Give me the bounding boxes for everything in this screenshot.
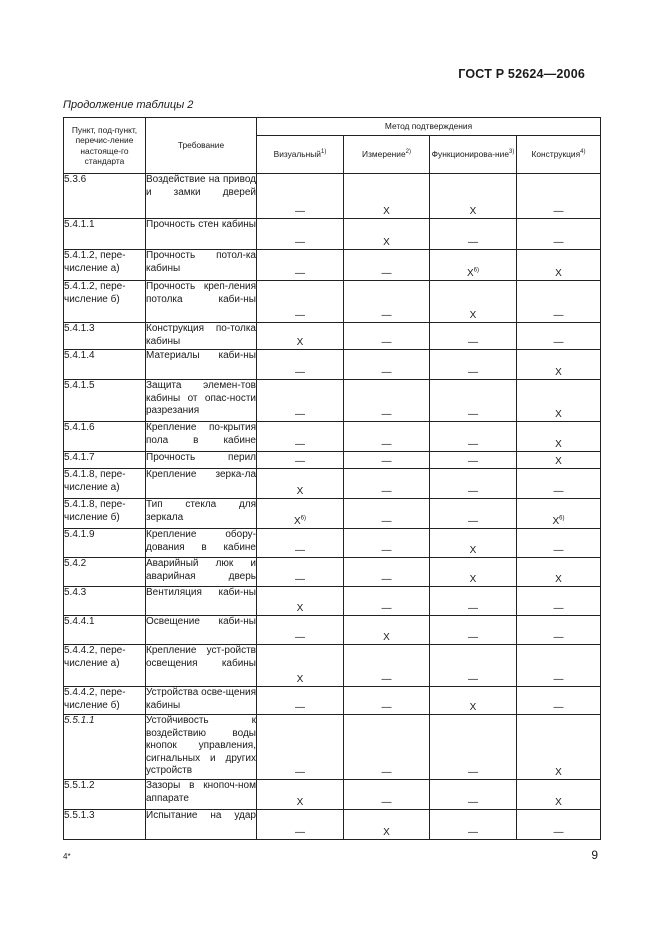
- point-cell: 5.4.1.5: [64, 380, 146, 422]
- requirement-text: Вентиляция каби-ны: [146, 587, 256, 598]
- requirement-cell: [146, 529, 257, 558]
- construction-mark: —: [553, 701, 564, 713]
- column-header-method-group: Метод подтверждения: [257, 118, 601, 136]
- construction-mark: —: [553, 544, 564, 556]
- measurement-mark: —: [381, 673, 392, 685]
- visual-mark: —: [295, 267, 305, 279]
- functioning-mark-cell: [430, 587, 517, 616]
- measurement-mark: —: [381, 602, 392, 614]
- measurement-mark-cell: [344, 499, 430, 529]
- construction-mark-cell: [517, 350, 601, 380]
- measurement-mark-cell: [344, 174, 430, 219]
- point-cell: 5.4.1.9: [64, 529, 146, 558]
- requirement-cell: [146, 558, 257, 587]
- table-row: [64, 350, 601, 380]
- footnote-ref: 6): [300, 515, 306, 522]
- point-cell: 5.4.1.3: [64, 323, 146, 350]
- functioning-mark-cell: [430, 715, 517, 780]
- measurement-mark-cell: [344, 529, 430, 558]
- functioning-mark: —: [468, 673, 478, 685]
- functioning-mark: X: [469, 309, 477, 321]
- measurement-mark-cell: [344, 323, 430, 350]
- point-cell: 5.4.4.2, пере-числение б): [64, 687, 146, 715]
- point-cell: 5.4.1.6: [64, 422, 146, 452]
- point-cell: 5.5.1.3: [64, 810, 146, 840]
- construction-mark-cell: [517, 469, 601, 499]
- construction-mark: —: [553, 205, 564, 217]
- functioning-mark-cell: [430, 350, 517, 380]
- measurement-mark-cell: [344, 380, 430, 422]
- construction-mark: X: [552, 515, 560, 527]
- functioning-mark-cell: [430, 780, 517, 810]
- visual-mark: —: [295, 455, 305, 467]
- requirement-text: Защита элемен-тов кабины от опас-ности разрезания: [146, 380, 256, 416]
- measurement-mark: —: [381, 267, 392, 279]
- functioning-mark: X: [469, 701, 477, 713]
- footer-mark: 4*: [63, 852, 71, 861]
- functioning-mark-cell: [430, 616, 517, 645]
- construction-mark-cell: [517, 810, 601, 840]
- visual-mark-cell: [257, 587, 344, 616]
- functioning-mark: —: [468, 796, 478, 808]
- point-cell: 5.4.1.2, пере-числение а): [64, 250, 146, 281]
- measurement-mark: —: [381, 796, 392, 808]
- visual-mark: —: [295, 309, 305, 321]
- visual-mark-cell: [257, 687, 344, 715]
- column-header-measurement: Измерение$^{2)}$: [344, 136, 430, 174]
- functioning-mark: X: [469, 544, 477, 556]
- visual-mark-cell: [257, 174, 344, 219]
- requirement-text: Тип стекла для зеркала: [146, 499, 256, 523]
- measurement-mark: X: [383, 826, 390, 838]
- construction-mark-cell: [517, 687, 601, 715]
- point-cell: 5.4.1.2, пере-числение б): [64, 281, 146, 323]
- visual-mark: —: [295, 408, 305, 420]
- visual-mark: —: [295, 573, 305, 585]
- functioning-mark-cell: [430, 499, 517, 529]
- requirement-cell: [146, 810, 257, 840]
- visual-mark-cell: [257, 380, 344, 422]
- table-row: [64, 499, 601, 529]
- visual-mark-cell: [257, 350, 344, 380]
- table-row: [64, 645, 601, 687]
- visual-mark-cell: [257, 616, 344, 645]
- construction-mark: X: [555, 408, 562, 420]
- measurement-mark: —: [381, 455, 392, 467]
- measurement-mark-cell: [344, 469, 430, 499]
- visual-mark-cell: [257, 499, 344, 529]
- visual-mark: —: [295, 205, 305, 217]
- table-row: [64, 380, 601, 422]
- visual-mark-cell: [257, 452, 344, 469]
- visual-mark-cell: [257, 219, 344, 250]
- requirement-text: Прочность потол-ка кабины: [146, 250, 256, 274]
- requirement-text: Прочность стен кабины: [146, 219, 256, 230]
- requirement-cell: [146, 469, 257, 499]
- functioning-mark: —: [468, 826, 478, 838]
- measurement-mark: —: [381, 485, 392, 497]
- point-cell: 5.4.2: [64, 558, 146, 587]
- measurement-mark: —: [381, 309, 392, 321]
- table-row: [64, 587, 601, 616]
- construction-mark-cell: [517, 645, 601, 687]
- construction-mark-cell: [517, 452, 601, 469]
- visual-mark: X: [296, 673, 304, 685]
- visual-mark-cell: [257, 422, 344, 452]
- table-row: [64, 529, 601, 558]
- requirement-cell: [146, 422, 257, 452]
- table-row: [64, 715, 601, 780]
- construction-mark: X: [555, 573, 562, 585]
- functioning-mark-cell: [430, 174, 517, 219]
- visual-mark: —: [295, 631, 305, 643]
- measurement-mark: —: [381, 573, 392, 585]
- visual-mark-cell: [257, 645, 344, 687]
- requirement-cell: [146, 219, 257, 250]
- measurement-mark: —: [381, 515, 392, 527]
- functioning-mark-cell: [430, 810, 517, 840]
- construction-mark-cell: [517, 174, 601, 219]
- functioning-mark-cell: [430, 529, 517, 558]
- measurement-mark: —: [381, 336, 392, 348]
- requirement-text: Крепление по-крытия пола в кабине: [146, 422, 256, 446]
- construction-mark: X: [555, 766, 562, 778]
- measurement-mark-cell: [344, 558, 430, 587]
- measurement-mark: X: [383, 205, 390, 217]
- table-row: [64, 422, 601, 452]
- functioning-mark: —: [468, 336, 478, 348]
- visual-mark-cell: [257, 529, 344, 558]
- functioning-mark-cell: [430, 323, 517, 350]
- visual-mark: X: [296, 796, 304, 808]
- point-cell: 5.5.1.1: [64, 715, 146, 780]
- requirement-cell: [146, 452, 257, 469]
- measurement-mark-cell: [344, 715, 430, 780]
- requirement-cell: [146, 645, 257, 687]
- requirement-cell: [146, 687, 257, 715]
- point-cell: 5.5.1.2: [64, 780, 146, 810]
- requirement-cell: [146, 715, 257, 780]
- requirement-text: Прочность креп-ления потолка каби-ны: [146, 281, 256, 305]
- functioning-mark: —: [468, 408, 478, 420]
- visual-mark: —: [295, 701, 305, 713]
- requirement-cell: [146, 499, 257, 529]
- point-cell: 5.3.6: [64, 174, 146, 219]
- functioning-mark-cell: [430, 422, 517, 452]
- construction-mark: —: [553, 631, 564, 643]
- point-cell: 5.4.1.7: [64, 452, 146, 469]
- functioning-mark-cell: [430, 281, 517, 323]
- functioning-mark: —: [468, 366, 478, 378]
- requirement-cell: [146, 250, 257, 281]
- construction-mark-cell: [517, 780, 601, 810]
- construction-mark: —: [553, 826, 564, 838]
- table-row: [64, 558, 601, 587]
- construction-mark: —: [553, 485, 564, 497]
- measurement-mark-cell: [344, 350, 430, 380]
- visual-mark: X: [296, 336, 304, 348]
- construction-mark: X: [555, 366, 562, 378]
- measurement-mark-cell: [344, 219, 430, 250]
- visual-mark-cell: [257, 250, 344, 281]
- visual-mark-cell: [257, 715, 344, 780]
- visual-mark: —: [295, 826, 305, 838]
- requirement-text: Устойчивость к воздействию воды кнопок управления, сигнальных и других устройств: [146, 715, 256, 776]
- construction-mark-cell: [517, 529, 601, 558]
- functioning-mark: —: [468, 438, 478, 450]
- requirement-text: Устройства осве-щения кабины: [146, 687, 256, 711]
- functioning-mark: —: [468, 455, 478, 467]
- requirement-cell: [146, 174, 257, 219]
- document-code: ГОСТ Р 52624—2006: [458, 67, 585, 81]
- functioning-mark: —: [468, 631, 478, 643]
- table-row: [64, 219, 601, 250]
- visual-mark-cell: [257, 469, 344, 499]
- functioning-mark: X: [466, 267, 474, 279]
- requirements-table: [63, 117, 601, 840]
- requirement-text: Крепление зерка-ла: [146, 469, 256, 480]
- point-cell: 5.4.3: [64, 587, 146, 616]
- functioning-mark: —: [468, 515, 478, 527]
- requirement-cell: [146, 350, 257, 380]
- construction-mark-cell: [517, 323, 601, 350]
- construction-mark-cell: [517, 422, 601, 452]
- column-header-functioning: Функционирова-ние$^{3)}$: [430, 136, 517, 174]
- table-row: [64, 323, 601, 350]
- visual-mark: —: [295, 544, 305, 556]
- point-cell: 5.4.4.1: [64, 616, 146, 645]
- construction-mark: —: [553, 309, 564, 321]
- construction-mark-cell: [517, 587, 601, 616]
- construction-mark-cell: [517, 715, 601, 780]
- table-row: [64, 687, 601, 715]
- visual-mark: —: [295, 366, 305, 378]
- construction-mark: —: [553, 673, 564, 685]
- measurement-mark: X: [383, 631, 390, 643]
- measurement-mark: —: [381, 366, 392, 378]
- functioning-mark: —: [468, 485, 478, 497]
- requirement-cell: [146, 616, 257, 645]
- visual-mark-cell: [257, 558, 344, 587]
- measurement-mark: —: [381, 701, 392, 713]
- table-row: [64, 250, 601, 281]
- construction-mark-cell: [517, 616, 601, 645]
- column-header-construction: Конструкция$^{4)}$: [517, 136, 601, 174]
- visual-mark-cell: [257, 323, 344, 350]
- requirement-cell: [146, 323, 257, 350]
- functioning-mark-cell: [430, 469, 517, 499]
- measurement-mark-cell: [344, 616, 430, 645]
- functioning-mark-cell: [430, 380, 517, 422]
- construction-mark-cell: [517, 281, 601, 323]
- point-cell: 5.4.1.1: [64, 219, 146, 250]
- requirement-text: Крепление уст-ройств освещения кабины: [146, 645, 256, 669]
- visual-mark: —: [295, 766, 305, 778]
- measurement-mark-cell: [344, 587, 430, 616]
- table-row: [64, 452, 601, 469]
- measurement-mark-cell: [344, 780, 430, 810]
- measurement-mark: —: [381, 544, 392, 556]
- requirement-text: Воздействие на привод и замки дверей: [146, 174, 256, 198]
- functioning-mark: —: [468, 602, 478, 614]
- measurement-mark-cell: [344, 452, 430, 469]
- requirement-text: Освещение каби-ны: [146, 616, 256, 627]
- requirement-cell: [146, 380, 257, 422]
- measurement-mark-cell: [344, 250, 430, 281]
- measurement-mark: —: [381, 438, 392, 450]
- visual-mark: X: [296, 485, 304, 497]
- measurement-mark: —: [381, 766, 392, 778]
- requirement-text: Конструкция по-толка кабины: [146, 323, 256, 347]
- point-cell: 5.4.1.8, пере-числение б): [64, 499, 146, 529]
- visual-mark: —: [295, 438, 305, 450]
- table-row: [64, 810, 601, 840]
- point-cell: 5.4.1.8, пере-числение а): [64, 469, 146, 499]
- measurement-mark: X: [383, 236, 390, 248]
- construction-mark: X: [555, 455, 562, 467]
- construction-mark-cell: [517, 499, 601, 529]
- visual-mark: —: [295, 236, 305, 248]
- point-cell: 5.4.1.4: [64, 350, 146, 380]
- functioning-mark-cell: [430, 687, 517, 715]
- functioning-mark: —: [468, 766, 478, 778]
- table-body: [64, 174, 601, 840]
- table-row: [64, 281, 601, 323]
- construction-mark: X: [555, 267, 562, 279]
- functioning-mark: —: [468, 236, 478, 248]
- footnote-ref: 6): [559, 515, 565, 522]
- construction-mark-cell: [517, 250, 601, 281]
- table-caption: Продолжение таблицы 2: [63, 99, 194, 111]
- visual-mark: X: [293, 515, 301, 527]
- functioning-mark-cell: [430, 452, 517, 469]
- table-row: [64, 616, 601, 645]
- construction-mark-cell: [517, 380, 601, 422]
- requirement-cell: [146, 281, 257, 323]
- visual-mark: X: [296, 602, 304, 614]
- requirement-text: Прочность перил: [146, 452, 256, 463]
- column-header-requirement: Требование: [146, 118, 257, 174]
- point-cell: 5.4.4.2, пере-числение а): [64, 645, 146, 687]
- column-header-point: Пункт, под-пункт, перечис-ление настояще-го стандарта: [64, 118, 146, 174]
- measurement-mark-cell: [344, 810, 430, 840]
- functioning-mark-cell: [430, 645, 517, 687]
- measurement-mark-cell: [344, 281, 430, 323]
- construction-mark: —: [553, 336, 564, 348]
- functioning-mark-cell: [430, 219, 517, 250]
- visual-mark-cell: [257, 281, 344, 323]
- construction-mark-cell: [517, 558, 601, 587]
- requirement-text: Аварийный люк и аварийная дверь: [146, 558, 256, 582]
- table-row: [64, 469, 601, 499]
- requirement-cell: [146, 587, 257, 616]
- functioning-mark: X: [469, 205, 477, 217]
- functioning-mark: X: [469, 573, 477, 585]
- functioning-mark-cell: [430, 250, 517, 281]
- visual-mark-cell: [257, 810, 344, 840]
- footnote-ref: 6): [473, 267, 479, 274]
- measurement-mark-cell: [344, 645, 430, 687]
- measurement-mark: —: [381, 408, 392, 420]
- measurement-mark-cell: [344, 422, 430, 452]
- construction-mark: X: [555, 438, 562, 450]
- construction-mark: —: [553, 602, 564, 614]
- table-row: [64, 174, 601, 219]
- column-header-visual: Визуальный$^{1)}$: [257, 136, 344, 174]
- requirement-text: Материалы каби-ны: [146, 350, 256, 361]
- requirement-text: Испытание на удар: [146, 810, 256, 821]
- measurement-mark-cell: [344, 687, 430, 715]
- construction-mark: —: [553, 236, 564, 248]
- construction-mark-cell: [517, 219, 601, 250]
- table-row: [64, 780, 601, 810]
- requirement-text: Крепление обору-дования в кабине: [146, 529, 256, 553]
- construction-mark: X: [555, 796, 562, 808]
- functioning-mark-cell: [430, 558, 517, 587]
- requirement-cell: [146, 780, 257, 810]
- requirement-text: Зазоры в кнопоч-ном аппарате: [146, 780, 256, 804]
- page-number: 9: [591, 848, 598, 862]
- visual-mark-cell: [257, 780, 344, 810]
